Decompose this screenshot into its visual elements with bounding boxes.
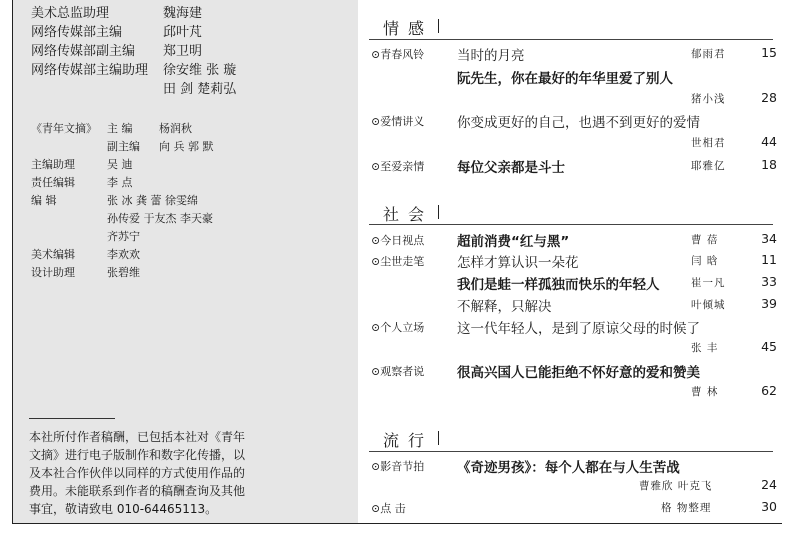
page-number: 44 [761,134,777,149]
section-title: 社会 [383,205,434,224]
page-frame [12,0,782,524]
page-number: 34 [761,231,777,246]
section-rule [369,451,773,452]
column-label: ⊙今日视点 [371,234,425,247]
article-author: 猪小浅 [691,93,726,105]
column-label: ⊙青春风铃 [371,48,425,61]
masthead-panel [13,0,358,523]
editorial-role: 编 辑 [31,194,57,207]
notice-line: 事宜，敬请致电 010-64465113。 [29,502,218,516]
editorial-names: 杨润秋 [159,122,192,135]
article-author: 世相君 [691,137,726,149]
notice-line: 及本社合作伙伴以同样的方式使用作品的 [29,466,246,480]
page-number: 11 [761,252,777,267]
page-number: 45 [761,339,777,354]
column-label: ⊙爱情讲义 [371,115,425,128]
article-title[interactable]: 超前消费“红与黑” [457,234,570,250]
article-title[interactable]: 很高兴国人已能拒绝不怀好意的爱和赞美 [457,365,700,381]
section-bar [438,431,439,445]
article-author: 格 物整理 [661,502,712,514]
page-number: 62 [761,383,777,398]
article-title[interactable]: 这一代年轻人，是到了原谅父母的时候了 [457,321,700,337]
editorial-role: 美术编辑 [31,248,75,261]
staff-name: 田 剑 楚莉弘 [163,82,237,97]
article-author: 叶倾城 [691,299,726,311]
article-author: 耶雅亿 [691,160,726,172]
notice-line: 费用。未能联系到作者的稿酬查询及其他 [29,484,246,498]
staff-name: 邱叶芃 [163,25,203,40]
editorial-role: 《青年文摘》 [31,122,97,135]
page-number: 30 [761,499,777,514]
editorial-sub: 副主编 [107,140,140,153]
article-title[interactable]: 怎样才算认识一朵花 [457,255,579,271]
article-author: 郁雨君 [691,48,726,60]
page-number: 15 [761,45,777,60]
article-author: 曹雅欣 叶克飞 [639,480,713,492]
staff-role: 网络传媒部副主编 [31,44,136,59]
staff-name: 郑卫明 [163,44,203,59]
staff-name: 魏海建 [163,6,203,21]
page-number: 28 [761,90,777,105]
notice-line: 文摘》进行电子版制作和数字化传播，以 [29,448,246,462]
section-title: 流行 [383,431,434,450]
notice-line: 本社所付作者稿酬，已包括本社对《青年 [29,430,246,444]
staff-role: 网络传媒部主编助理 [31,63,149,78]
editorial-names: 张碧维 [107,266,140,279]
editorial-names: 张 冰 龚 蕾 徐雯绵 [107,194,198,207]
article-title[interactable]: 每位父亲都是斗士 [457,160,565,176]
editorial-role: 设计助理 [31,266,75,279]
article-title[interactable]: 《奇迹男孩》：每个人都在与人生苦战 [457,460,680,476]
editorial-names: 李欢欢 [107,248,140,261]
editorial-sub: 主 编 [107,122,133,135]
page-number: 24 [761,477,777,492]
staff-role: 网络传媒部主编 [31,25,123,40]
page-number: 33 [761,274,777,289]
staff-name: 徐安维 张 璇 [163,63,237,78]
notice-divider [29,418,115,419]
column-label: ⊙至爱亲情 [371,160,425,173]
article-title[interactable]: 你变成更好的自己，也遇不到更好的爱情 [457,115,700,131]
editorial-names: 齐苏宁 [107,230,140,243]
article-title[interactable]: 当时的月亮 [457,48,525,64]
editorial-names: 吴 迪 [107,158,133,171]
editorial-role: 责任编辑 [31,176,75,189]
editorial-names: 李 点 [107,176,133,189]
editorial-names: 孙传爱 于友杰 李天豪 [107,212,213,225]
section-title: 情感 [383,19,434,38]
article-author: 曹 林 [691,386,719,398]
column-label: ⊙个人立场 [371,321,425,334]
section-rule [369,224,773,225]
article-author: 张 丰 [691,342,719,354]
column-label: ⊙点 击 [371,502,406,515]
staff-role: 美术总监助理 [31,6,110,21]
article-author: 崔一凡 [691,277,726,289]
page-number: 18 [761,157,777,172]
section-bar [438,19,439,33]
article-author: 曹 蓓 [691,234,719,246]
editorial-names: 向 兵 郭 默 [159,140,214,153]
article-title[interactable]: 阮先生，你在最好的年华里爱了别人 [457,71,673,87]
article-title[interactable]: 我们是蛙一样孤独而快乐的年轻人 [457,277,660,293]
article-title[interactable]: 不解释，只解决 [457,299,552,315]
column-label: ⊙观察者说 [371,365,425,378]
column-label: ⊙影音节拍 [371,460,425,473]
article-author: 闫 晗 [691,255,719,267]
section-bar [438,205,439,219]
section-rule [369,39,773,40]
editorial-role: 主编助理 [31,158,75,171]
column-label: ⊙尘世走笔 [371,255,425,268]
contents-panel [359,0,782,523]
page-number: 39 [761,296,777,311]
